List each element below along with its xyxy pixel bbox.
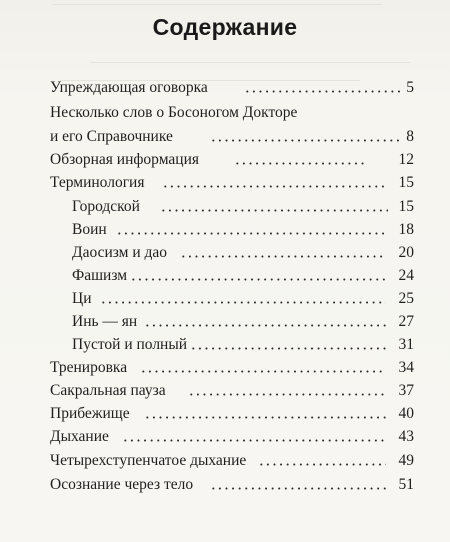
- toc-entry: [0, 168, 450, 192]
- toc-entry-page: 25: [398, 290, 414, 307]
- toc-entry: [0, 215, 450, 239]
- toc-entry-title: Пустой и полный: [72, 336, 188, 353]
- toc-entry-title: Осознание через тело: [50, 476, 194, 493]
- toc-entry: [0, 284, 450, 308]
- toc-entry-page: 5: [406, 79, 414, 96]
- leader-dots: [234, 162, 364, 165]
- leader-dots: [144, 324, 386, 327]
- toc-entry: [0, 422, 450, 446]
- toc-entry: [0, 145, 450, 169]
- leader-dots: [180, 255, 386, 258]
- toc-entry: [0, 353, 450, 377]
- toc-entry-page: 27: [398, 313, 414, 330]
- leader-dots: [160, 209, 388, 212]
- toc-entry: [0, 446, 450, 470]
- toc-entry-page: 31: [398, 336, 414, 353]
- toc-entry-page: 12: [398, 151, 414, 168]
- toc-entry-title: Обзорная информация: [50, 151, 199, 168]
- toc-entry-page: 40: [398, 405, 414, 422]
- toc-entry-title: Воин: [72, 221, 107, 238]
- leader-dots: [100, 301, 386, 304]
- leader-dots: [144, 416, 386, 419]
- toc-entry: [0, 104, 450, 146]
- leader-dots: [140, 370, 386, 373]
- toc-entry: [0, 330, 450, 354]
- toc-entry-title: Сакральная пауза: [50, 382, 166, 399]
- leader-dots: [258, 463, 386, 466]
- leader-dots: [210, 487, 386, 490]
- leader-dots: [188, 393, 386, 396]
- toc-entry-title: Городской: [72, 198, 140, 215]
- toc-entry-page: 15: [398, 198, 414, 215]
- toc-entry-page: 49: [398, 452, 414, 469]
- toc-entry-page: 37: [398, 382, 414, 399]
- toc-entry-title-line1: Несколько слов о Босоногом Докторе: [50, 104, 298, 121]
- toc-entry-page: 15: [398, 174, 414, 191]
- toc-entry-page: 34: [398, 359, 414, 376]
- toc-entry-title: Терминология: [50, 174, 145, 191]
- toc-entry-page: 51: [398, 476, 414, 493]
- toc-entry-title: Дыхание: [50, 428, 109, 445]
- toc-entry-title: Четырехступенчатое дыхание: [50, 452, 247, 469]
- toc-entry: [0, 376, 450, 400]
- toc-entry-title: Ци: [72, 290, 92, 307]
- leader-dots: [162, 185, 387, 188]
- toc-entry: [0, 261, 450, 285]
- toc-entry-title: Фашизм: [72, 267, 128, 284]
- toc-entry-title: Упреждающая оговорка: [50, 79, 208, 96]
- toc-entry: [0, 192, 450, 216]
- leader-dots: [116, 232, 388, 235]
- page-title: Содержание: [152, 14, 298, 40]
- toc-entry-page: 18: [398, 221, 414, 238]
- leader-dots: [210, 139, 400, 142]
- toc-entry-page: 24: [398, 267, 414, 284]
- toc-entry-title: Даосизм и дао: [72, 244, 168, 261]
- leader-dots: [122, 439, 386, 442]
- leader-dots: [130, 278, 386, 281]
- toc-entry-title: Инь — ян: [72, 313, 138, 330]
- toc-entry: [0, 238, 450, 262]
- toc-entry: [0, 399, 450, 423]
- toc-entry-title: и его Справочнике: [50, 128, 173, 145]
- toc-entry: [0, 307, 450, 331]
- leader-dots: [190, 347, 386, 350]
- toc-entry-title: Прибежище: [50, 405, 130, 422]
- toc-entry-title: Тренировка: [50, 359, 128, 376]
- toc-entry-page: 8: [406, 128, 414, 145]
- toc-entry: [0, 73, 450, 97]
- toc-entry-page: 20: [398, 244, 414, 261]
- toc-entry: [0, 470, 450, 494]
- toc-entry-page: 43: [398, 428, 414, 445]
